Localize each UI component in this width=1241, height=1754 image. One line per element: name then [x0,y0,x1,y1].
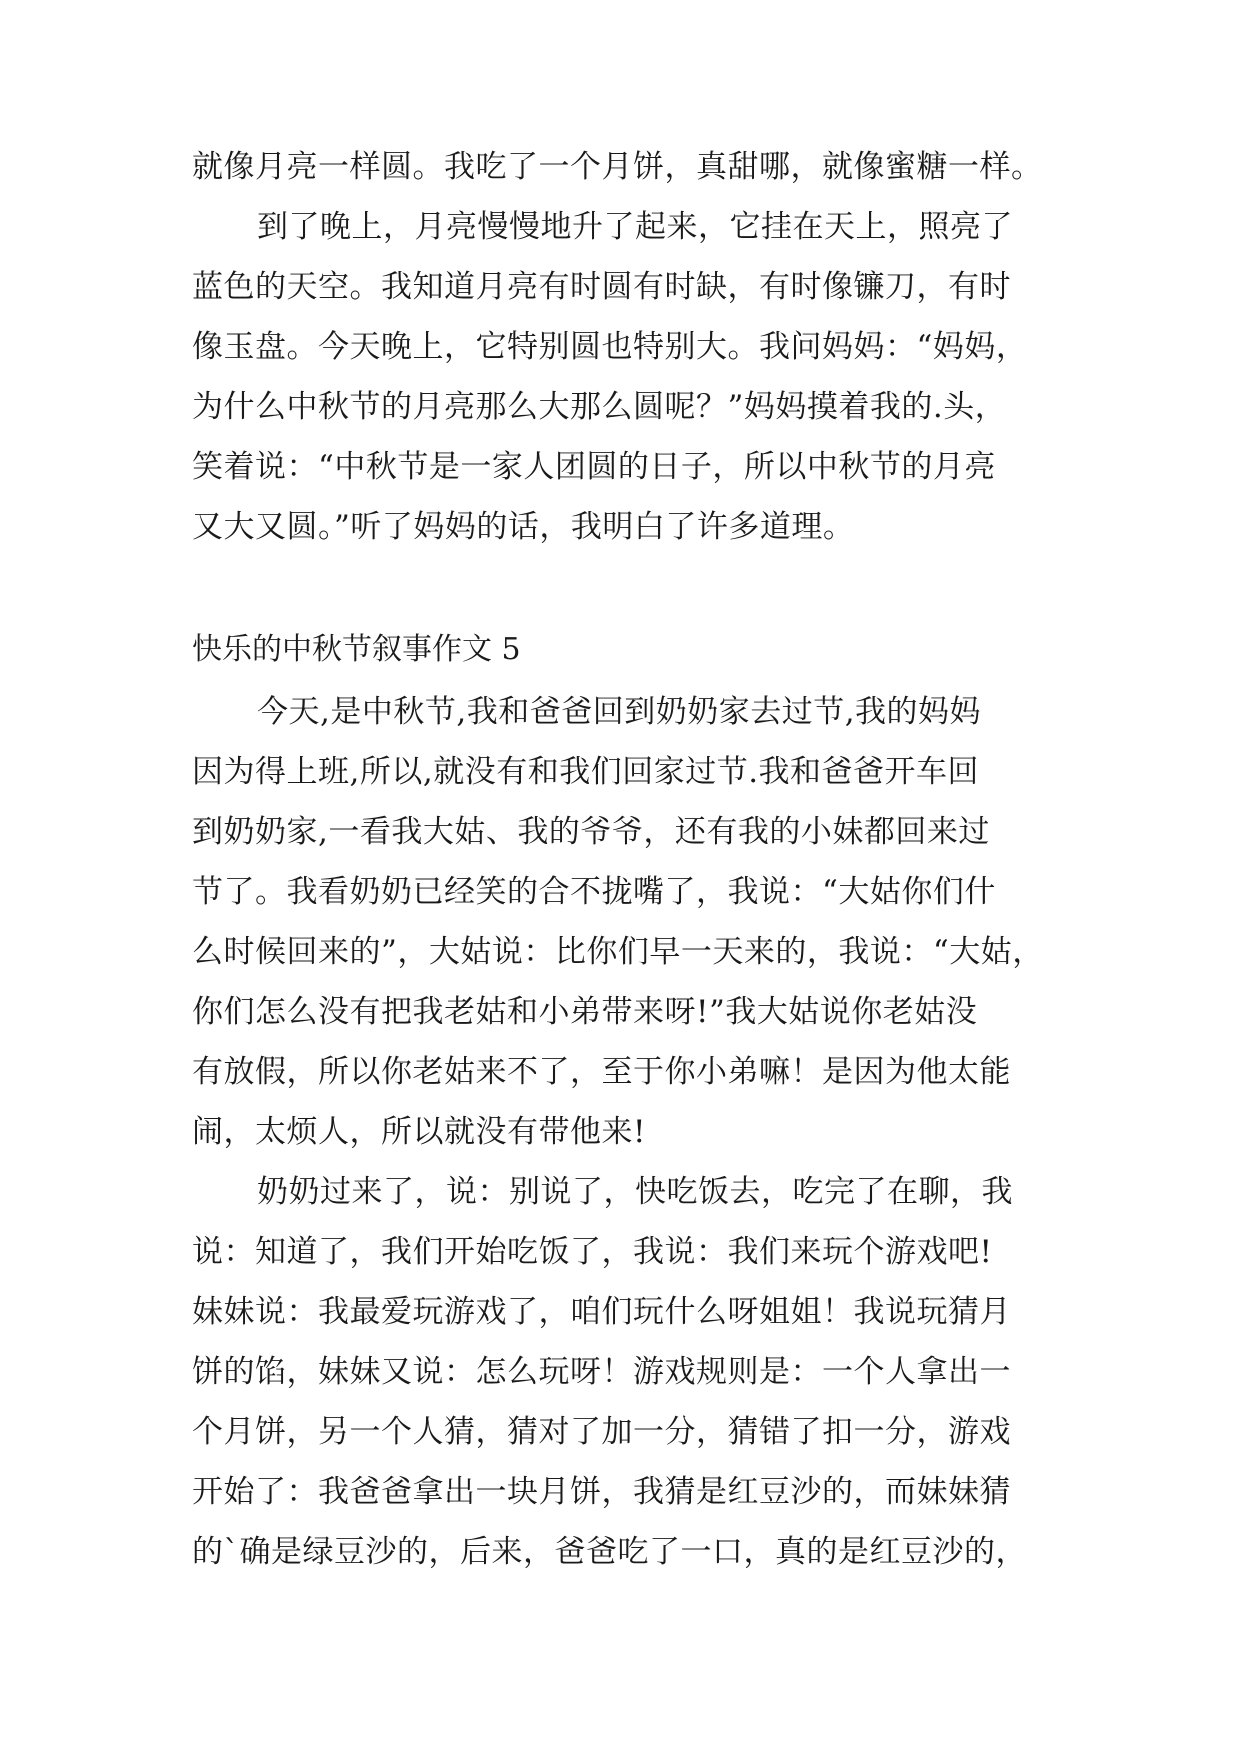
text-line: 蓝色的天空。我知道月亮有时圆有时缺，有时像镰刀，有时 [192,269,1011,305]
text-line: 今天,是中秋节,我和爸爸回到奶奶家去过节,我的妈妈 [257,694,982,730]
section-title: 快乐的中秋节叙事作文 5 [192,632,521,667]
text-line: 开始了：我爸爸拿出一块月饼，我猜是红豆沙的，而妹妹猜 [192,1474,1011,1510]
paragraph [192,1162,1062,1582]
text-line: 到奶奶家,一看我大姑、我的爷爷，还有我的小妹都回来过 [192,814,990,850]
text-line: 饼的馅，妹妹又说：怎么玩呀！游戏规则是：一个人拿出一 [192,1354,1011,1390]
text-line: 的`确是绿豆沙的，后来，爸爸吃了一口，真的是红豆沙的， [192,1534,1027,1570]
text-line: 你们怎么没有把我老姑和小弟带来呀!”我大姑说你老姑没 [192,994,978,1030]
text-line: 就像月亮一样圆。我吃了一个月饼，真甜哪，就像蜜糖一样。 [192,149,1043,185]
text-line: 因为得上班,所以,就没有和我们回家过节.我和爸爸开车回 [192,754,980,790]
top-text-block [192,137,1062,557]
paragraph [192,682,1062,1162]
text-line: 个月饼，另一个人猜，猜对了加一分，猜错了扣一分，游戏 [192,1414,1011,1450]
text-line: 为什么中秋节的月亮那么大那么圆呢？”妈妈摸着我的.头， [192,389,1007,425]
text-line: 说：知道了，我们开始吃饭了，我说：我们来玩个游戏吧! [192,1234,993,1270]
text-line: 又大又圆。”听了妈妈的话，我明白了许多道理。 [192,509,855,545]
text-line: 到了晚上，月亮慢慢地升了起来，它挂在天上，照亮了 [257,209,1013,245]
paragraph [192,137,1062,197]
text-line: 么时候回来的”，大姑说：比你们早一天来的，我说：“大姑， [192,934,1044,970]
text-line: 闹，太烦人，所以就没有带他来! [192,1114,646,1150]
text-line: 笑着说：“中秋节是一家人团圆的日子，所以中秋节的月亮 [192,449,996,485]
text-line: 节了。我看奶奶已经笑的合不拢嘴了，我说：“大姑你们什 [192,874,996,910]
paragraph [192,197,1062,557]
text-line: 有放假，所以你老姑来不了，至于你小弟嘛！是因为他太能 [192,1054,1011,1090]
section-text-block [192,682,1062,1582]
text-line: 奶奶过来了，说：别说了，快吃饭去，吃完了在聊，我 [257,1174,1013,1210]
text-line: 妹妹说：我最爱玩游戏了，咱们玩什么呀姐姐！我说玩猜月 [192,1294,1011,1330]
text-line: 像玉盘。今天晚上，它特别圆也特别大。我问妈妈：“妈妈， [192,329,1028,365]
